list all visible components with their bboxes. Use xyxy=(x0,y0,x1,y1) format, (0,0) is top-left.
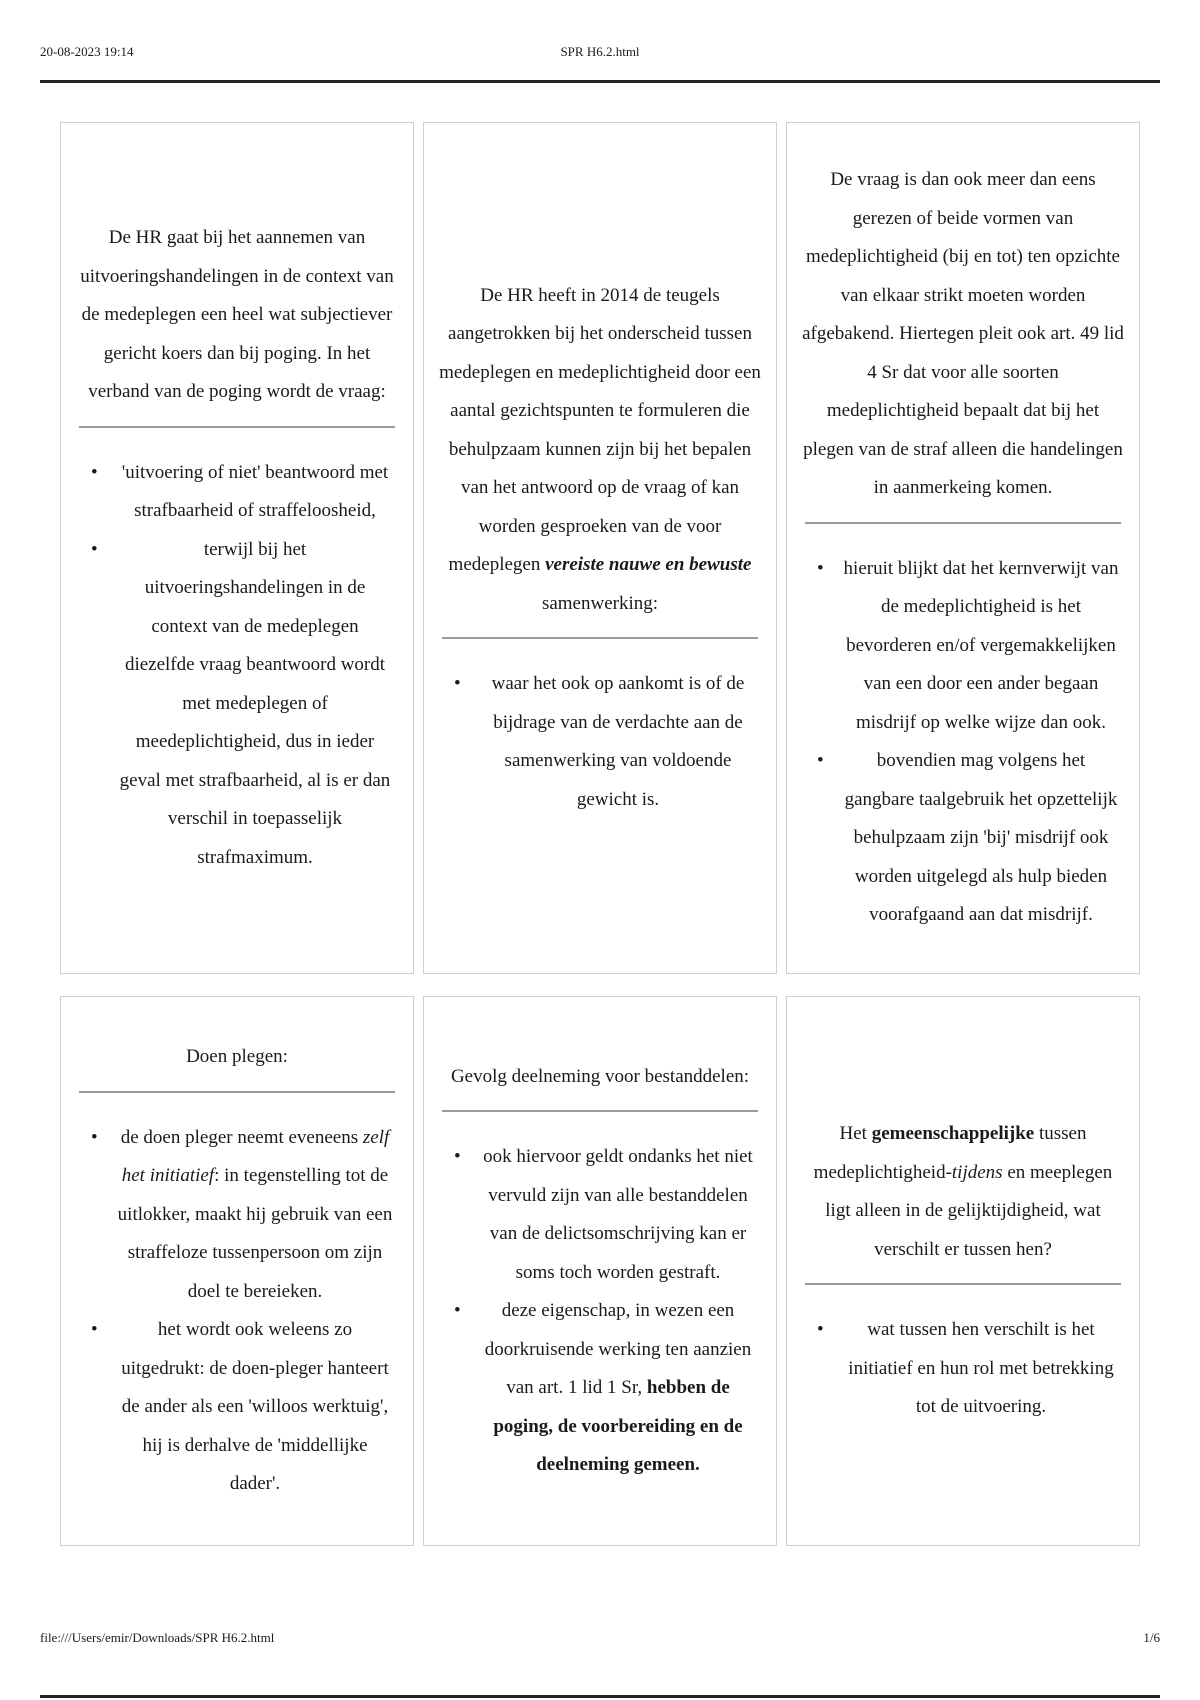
print-footer xyxy=(40,1630,1160,1650)
text-run: 'uitvoering of niet' beantwoord met strafbaarheid of straffeloosheid, xyxy=(121,461,389,521)
text-run: en meeplegen ligt alleen in de gelijktijdigheid, wat verschilt er tussen hen? xyxy=(825,1161,1113,1260)
flashcard xyxy=(60,122,414,974)
text-run: terwijl bij het uitvoeringshandelingen in de context van de medeplegen diezelfde vraag beantwoord wordt met medeplegen of meedeplichtigheid, dus in ieder geval met strafbaarheid, al is er dan verschil in toepasselijk strafmaximum. xyxy=(119,538,391,868)
italic-text: tijdens xyxy=(951,1161,1003,1183)
card-bullet-item xyxy=(75,1311,399,1504)
text-run: De HR gaat bij het aannemen van uitvoeringshandelingen in de context van de medeplegen een heel wat subjectiever gericht koers dan bij poging. In het verband van de poging wordt de vraag: xyxy=(80,227,394,402)
text-run: Het xyxy=(839,1123,872,1145)
card-divider xyxy=(805,522,1121,524)
text-run: De HR heeft in 2014 de teugels aangetrokken bij het onderscheid tussen medeplegen en medeplichtigheid door een aantal gezichtspunten te formuleren die behulpzaam kunnen zijn bij het bepalen van het antwoord op de vraag of kan worden gesproeken van de voor medeplegen xyxy=(439,284,761,576)
card-bullet-item xyxy=(801,1311,1125,1427)
flashcard xyxy=(786,122,1140,974)
card-bullet-item xyxy=(438,1138,762,1292)
card-bullet-item xyxy=(801,550,1125,743)
card-divider xyxy=(442,637,758,639)
text-run: wat tussen hen verschilt is het initiatief en hun rol met betrekking tot de uitvoering. xyxy=(848,1319,1114,1418)
card-back-list xyxy=(75,1119,399,1504)
print-document-title: SPR H6.2.html xyxy=(560,44,640,59)
flashcard xyxy=(60,996,414,1546)
card-bullet-item xyxy=(438,1292,762,1485)
card-divider xyxy=(805,1283,1121,1285)
text-run: De vraag is dan ook meer dan eens gerezen of beide vormen van medeplichtigheid (bij en tot) ten opzichte van elkaar strikt moeten worden afgebakend. Hiertegen pleit ook art. 49 lid 4 Sr dat voor alle soorten medeplichtigheid bepaalt dat bij het plegen van de straf alleen die handelingen in aanmerkeing komen. xyxy=(802,169,1124,499)
card-front-text xyxy=(75,1038,399,1077)
text-run: waar het ook op aankomt is of de bijdrage van de verdachte aan de samenwerking van voldoende gewicht is. xyxy=(491,673,745,810)
card-back-list xyxy=(438,665,762,819)
flashcard xyxy=(786,996,1140,1546)
card-bullet-item xyxy=(75,1119,399,1312)
text-run: de doen pleger neemt eveneens xyxy=(120,1126,363,1148)
print-file-path: file:///Users/emir/Downloads/SPR H6.2.html xyxy=(40,1630,275,1645)
card-front-text xyxy=(75,219,399,412)
text-run: ook hiervoor geldt ondanks het niet vervuld zijn van alle bestanddelen van de delictsomschrijving kan er soms toch worden gestraft. xyxy=(483,1146,753,1283)
card-back-list xyxy=(801,550,1125,935)
italic-text: zelf het initiatief xyxy=(121,1126,390,1187)
header-divider xyxy=(40,80,1160,83)
bold-text: hebben de poging, de voorbereiding en de deelneming gemeen. xyxy=(493,1377,743,1475)
text-run: Doen plegen: xyxy=(186,1046,288,1068)
flashcard xyxy=(423,122,777,974)
card-divider xyxy=(442,1110,758,1112)
text-run: hieruit blijkt dat het kernverwijt van de medeplichtigheid is het bevorderen en/of vergemakkelijken van een door een ander begaan misdrijf op welke wijze dan ook. xyxy=(843,557,1119,733)
bold-text: gemeenschappelijke xyxy=(871,1123,1035,1145)
card-bullet-item xyxy=(801,742,1125,935)
card-divider xyxy=(79,1091,395,1093)
card-back-list xyxy=(438,1138,762,1485)
print-header xyxy=(40,44,1160,64)
card-front-text xyxy=(438,277,762,624)
card-back-list xyxy=(75,454,399,878)
text-run: het wordt ook weleens zo uitgedrukt: de doen-pleger hanteert de ander als een 'willoos werktuig', hij is derhalve de 'middellijke dader'. xyxy=(121,1319,389,1495)
print-page-number: 1/6 xyxy=(1143,1630,1160,1645)
card-back-list xyxy=(801,1311,1125,1427)
text-run: deze eigenschap, in wezen een doorkruisende werking ten aanzien van art. 1 lid 1 Sr, xyxy=(484,1300,752,1398)
flashcard xyxy=(423,996,777,1546)
text-run: samenwerking: xyxy=(541,592,659,614)
text-run: bovendien mag volgens het gangbare taalgebruik het opzettelijk behulpzaam zijn 'bij' misdrijf ook worden uitgelegd als hulp bieden voorafgaand aan dat misdrijf. xyxy=(844,750,1118,926)
bold-italic-text: vereiste nauwe en bewuste xyxy=(545,554,752,576)
print-datetime: 20-08-2023 19:14 xyxy=(40,44,134,59)
footer-divider xyxy=(40,1695,1160,1698)
card-bullet-item xyxy=(75,454,399,531)
card-divider xyxy=(79,426,395,428)
card-front-text xyxy=(438,1058,762,1097)
text-run: : in tegenstelling tot de uitlokker, maakt hij gebruik van een straffeloze tussenpersoon om zijn doel te bereieken. xyxy=(117,1165,393,1302)
flashcard-grid xyxy=(60,122,1140,1546)
card-bullet-item xyxy=(75,531,399,878)
card-bullet-item xyxy=(438,665,762,819)
text-run: tussen medeplichtigheid- xyxy=(813,1123,1087,1183)
text-run: Gevolg deelneming voor bestanddelen: xyxy=(450,1065,750,1087)
card-front-text xyxy=(801,161,1125,508)
card-front-text xyxy=(801,1115,1125,1269)
